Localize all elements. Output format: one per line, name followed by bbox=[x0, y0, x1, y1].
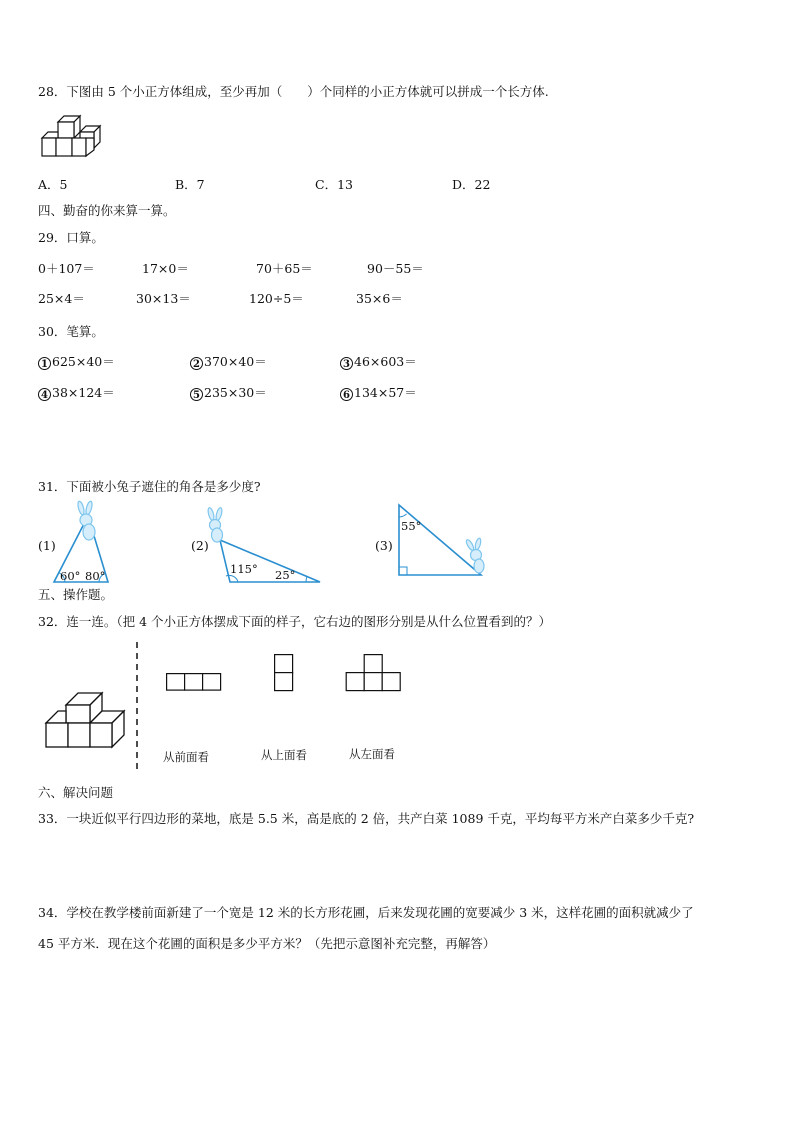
circled-number: 1 bbox=[38, 357, 51, 370]
q32-cube-stack bbox=[40, 683, 130, 749]
q30-item: 2 370×40＝ bbox=[190, 354, 267, 370]
section6-heading: 六、解决问题 bbox=[38, 785, 114, 800]
q32-view-row-of-three bbox=[166, 673, 222, 691]
fig1-angle-80: 80° bbox=[85, 569, 106, 583]
q28-option-b: B．7 bbox=[175, 177, 205, 192]
q29-item: 90－55＝ bbox=[367, 261, 424, 276]
q34-text-line1: 34．学校在教学楼前面新建了一个宽是 12 米的长方形花圃，后来发现花圃的宽要减少 3 米，这样花圃的面积就减少了 bbox=[38, 905, 694, 920]
rabbit-icon bbox=[207, 507, 223, 542]
section5-heading: 五、操作题。 bbox=[38, 587, 114, 602]
rabbit-icon bbox=[465, 538, 484, 573]
q31-title: 31．下面被小兔子遮住的角各是多少度? bbox=[38, 479, 261, 494]
circled-number: 3 bbox=[340, 357, 353, 370]
q29-item: 120÷5＝ bbox=[249, 291, 304, 306]
q34-text-line2: 45 平方米．现在这个花圃的面积是多少平方米？（先把示意图补充完整，再解答） bbox=[38, 936, 496, 951]
q29-title: 29．口算。 bbox=[38, 230, 104, 245]
q33-text: 33．一块近似平行四边形的菜地，底是 5.5 米，高是底的 2 倍，共产白菜 1089 千克，平均每平方米产白菜多少千克? bbox=[38, 811, 695, 826]
q30-item: 1 625×40＝ bbox=[38, 354, 115, 370]
q30-item: 3 46×603＝ bbox=[340, 354, 417, 370]
q28-text: 28．下图由 5 个小正方体组成，至少再加（ ）个同样的小正方体就可以拼成一个长方体. bbox=[38, 84, 549, 99]
q29-item: 35×6＝ bbox=[356, 291, 403, 306]
q28-option-a: A．5 bbox=[38, 177, 68, 192]
q31-label-3: (3) bbox=[375, 538, 393, 553]
circled-number: 5 bbox=[190, 388, 203, 401]
q31-triangle-3 bbox=[396, 503, 492, 585]
fig1-angle-60: 60° bbox=[60, 569, 81, 583]
q32-view-label: 从左面看 bbox=[349, 747, 395, 761]
q32-view-label: 从前面看 bbox=[163, 750, 209, 764]
q28-option-d: D．22 bbox=[452, 177, 491, 192]
circled-number: 4 bbox=[38, 388, 51, 401]
q29-item: 30×13＝ bbox=[136, 291, 191, 306]
q30-title: 30．笔算。 bbox=[38, 324, 104, 339]
fig2-angle-115: 115° bbox=[230, 562, 258, 576]
q31-label-2: (2) bbox=[191, 538, 209, 553]
circled-number: 6 bbox=[340, 388, 353, 401]
q29-item: 17×0＝ bbox=[142, 261, 189, 276]
q32-view-label: 从上面看 bbox=[261, 748, 307, 762]
q30-item: 4 38×124＝ bbox=[38, 385, 115, 401]
q31-label-1: (1) bbox=[38, 538, 56, 553]
q29-item: 25×4＝ bbox=[38, 291, 85, 306]
q32-title: 32．连一连。（把 4 个小正方体摆成下面的样子，它右边的图形分别是从什么位置看到的？） bbox=[38, 614, 552, 629]
q29-item: 0＋107＝ bbox=[38, 261, 95, 276]
q28-option-c: C．13 bbox=[315, 177, 353, 192]
q32-divider-line bbox=[135, 642, 139, 770]
section4-heading: 四、勤奋的你来算一算。 bbox=[38, 203, 176, 218]
fig3-angle-55: 55° bbox=[401, 519, 422, 533]
q30-item: 5 235×30＝ bbox=[190, 385, 267, 401]
q32-view-column-of-two bbox=[274, 654, 294, 692]
q30-item: 6 134×57＝ bbox=[340, 385, 417, 401]
q28-cube-figure bbox=[38, 112, 102, 162]
q32-view-t-shape bbox=[345, 654, 403, 692]
circled-number: 2 bbox=[190, 357, 203, 370]
fig2-angle-25: 25° bbox=[275, 568, 296, 582]
q31-triangle-2 bbox=[200, 504, 322, 584]
q29-item: 70＋65＝ bbox=[256, 261, 313, 276]
